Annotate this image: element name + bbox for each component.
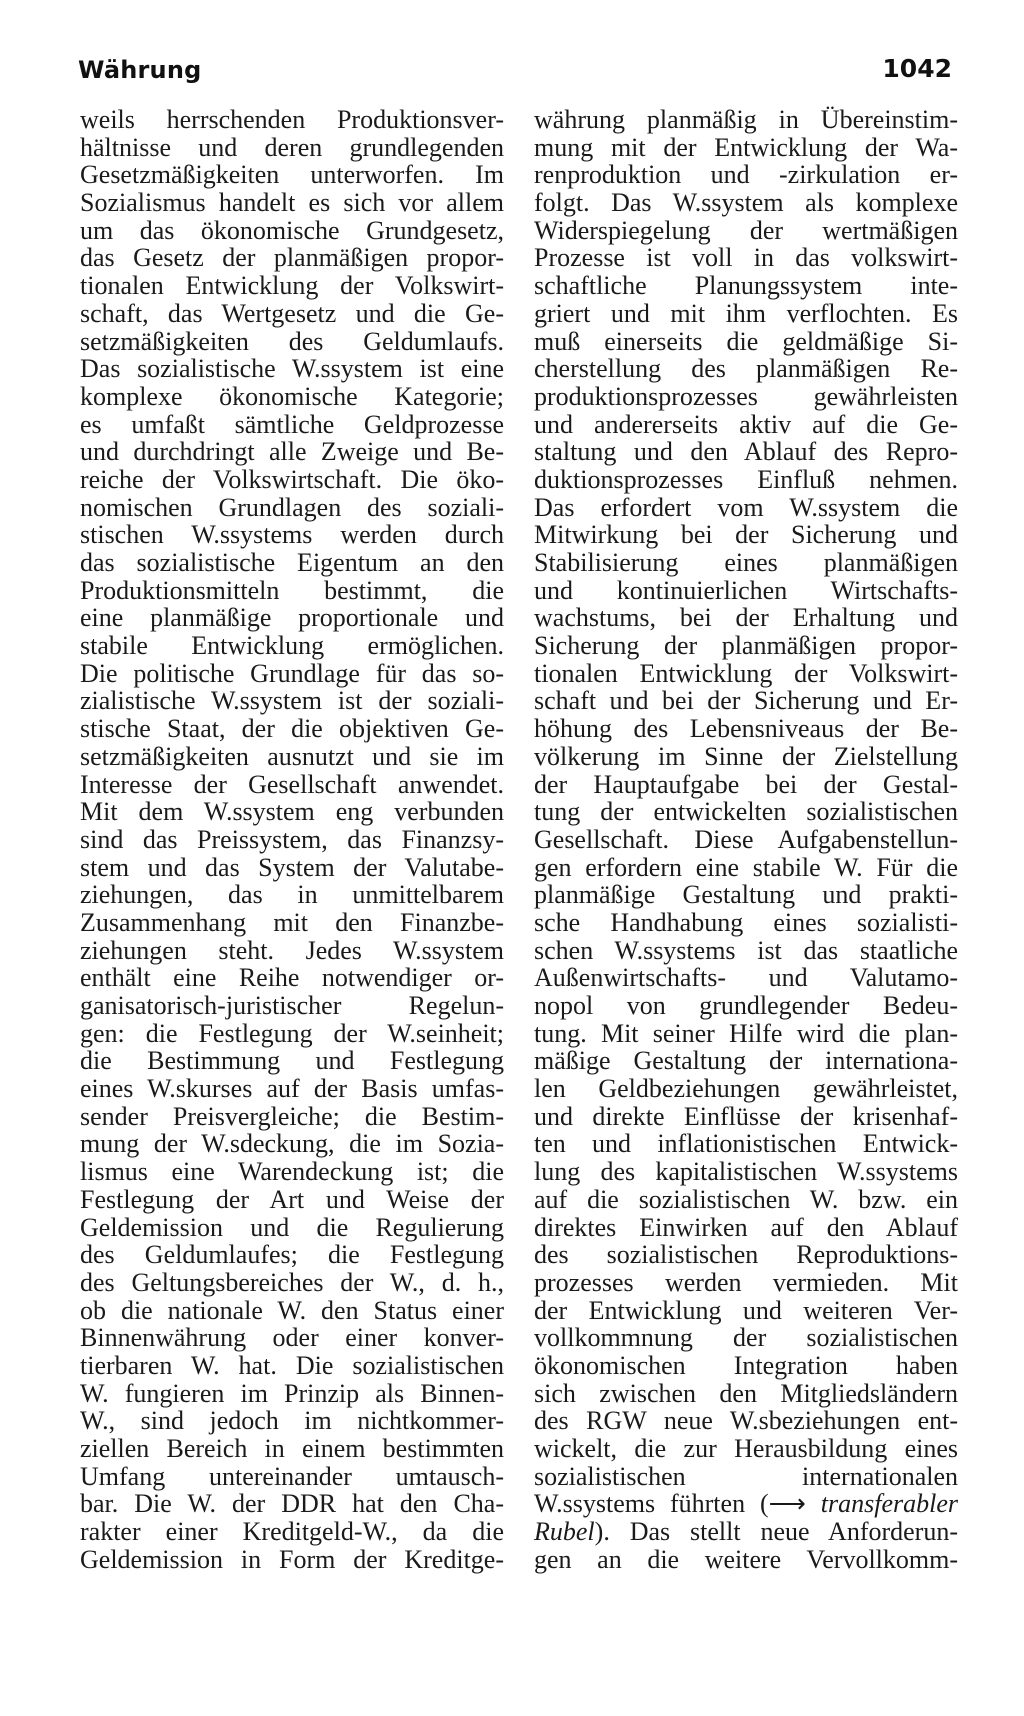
text-line: auf die sozialistischen W. bzw. ein — [534, 1184, 958, 1214]
text-line: lung des kapitalistischen W.ssystems — [534, 1157, 958, 1187]
text-line: cherstellung des planmäßigen Re- — [534, 354, 958, 384]
text-line: höhung des Lebensniveaus der Be- — [534, 714, 958, 744]
text-line: W. fungieren im Prinzip als Binnen- — [80, 1378, 504, 1408]
text-line: mung mit der Entwicklung der Wa- — [534, 132, 958, 162]
text-line: Umfang untereinander umtausch- — [80, 1461, 504, 1491]
text-line: Produktionsmitteln bestimmt, die — [80, 575, 504, 605]
text-line: lismus eine Warendeckung ist; die — [80, 1157, 504, 1187]
text-line: vollkommnung der sozialistischen — [534, 1323, 958, 1353]
page-number: 1042 — [882, 54, 952, 83]
text-line: Binnenwährung oder einer konver- — [80, 1323, 504, 1353]
text-line: schaft und bei der Sicherung und Er- — [534, 686, 958, 716]
text-line: gen: die Festlegung der W.seinheit; — [80, 1018, 504, 1048]
text-line: gen an die weitere Vervollkomm- — [534, 1544, 958, 1574]
text-line: gen erfordern eine stabile W. Für die — [534, 852, 958, 882]
text-column-right — [534, 106, 958, 1573]
text-line: Das sozialistische W.ssystem ist eine — [80, 354, 504, 384]
text-line: schen W.ssystems ist das staatliche — [534, 935, 958, 965]
text-line: griert und mit ihm verflochten. Es — [534, 298, 958, 328]
text-line: Das erfordert vom W.ssystem die — [534, 492, 958, 522]
text-line: weils herrschenden Produktionsver- — [80, 105, 504, 134]
text-column-left — [80, 106, 504, 1573]
text-line: stischen W.ssystems werden durch — [80, 520, 504, 550]
text-line: und durchdringt alle Zweige und Be- — [80, 437, 504, 467]
text-line: mäßige Gestaltung der internationa- — [534, 1046, 958, 1076]
text-line: duktionsprozesses Einfluß nehmen. — [534, 464, 958, 494]
text-line: des Geldumlaufes; die Festlegung — [80, 1240, 504, 1270]
text-line: Widerspiegelung der wertmäßigen — [534, 215, 958, 245]
text-line: ob die nationale W. den Status einer — [80, 1295, 504, 1325]
text-line: renproduktion und -zirkulation er- — [534, 160, 958, 190]
text-line: bar. Die W. der DDR hat den Cha- — [80, 1489, 504, 1519]
text-line: hältnisse und deren grundlegenden — [80, 132, 504, 162]
text-line: Geldemission in Form der Kreditge- — [80, 1544, 504, 1574]
text-line: Mit dem W.ssystem eng verbunden — [80, 797, 504, 827]
text-line: sozialistischen internationalen — [534, 1461, 958, 1491]
text-line: nopol von grundlegender Bedeu- — [534, 991, 958, 1020]
text-line: produktionsprozesses gewährleisten — [534, 381, 958, 411]
text-line: Sozialismus handelt es sich vor allem — [80, 188, 504, 218]
text-line: des RGW neue W.sbeziehungen ent- — [534, 1406, 958, 1436]
text-line: Stabilisierung eines planmäßigen — [534, 548, 958, 577]
cross-reference-link[interactable]: transferabler — [805, 1489, 958, 1519]
text-line: ten und inflationistischen Entwick- — [534, 1129, 958, 1159]
text-segment: W.ssystems führten ( — [534, 1489, 769, 1519]
text-line: und andererseits aktiv auf die Ge- — [534, 409, 958, 439]
text-line: eines W.skurses auf der Basis umfas- — [80, 1074, 504, 1104]
text-line: reiche der Volkswirtschaft. Die öko- — [80, 464, 504, 494]
text-line: setzmäßigkeiten des Geldumlaufs. — [80, 326, 504, 356]
text-line: Die politische Grundlage für das so- — [80, 658, 504, 688]
text-line: Gesetzmäßigkeiten unterworfen. Im — [80, 160, 504, 190]
text-line: stem und das System der Valutabe- — [80, 852, 504, 882]
text-line: stische Staat, der die objektiven Ge- — [80, 714, 504, 744]
text-line: eine planmäßige proportionale und — [80, 603, 504, 633]
text-line: des Geltungsbereiches der W., d. h., — [80, 1267, 504, 1297]
text-line: und direkte Einflüsse der krisenhaf- — [534, 1101, 958, 1131]
text-line: Zusammenhang mit den Finanzbe- — [80, 907, 504, 937]
text-line: ganisatorisch-juristischer Regelun- — [80, 991, 504, 1020]
text-line: prozesses werden vermieden. Mit — [534, 1267, 958, 1297]
text-line: muß einerseits die geldmäßige Si- — [534, 326, 958, 356]
text-line: ziellen Bereich in einem bestimmten — [80, 1434, 504, 1463]
text-line: folgt. Das W.ssystem als komplexe — [534, 188, 958, 218]
text-line: Festlegung der Art und Weise der — [80, 1184, 504, 1214]
text-line: das Gesetz der planmäßigen propor- — [80, 243, 504, 273]
text-line: setzmäßigkeiten ausnutzt und sie im — [80, 741, 504, 771]
text-line: wickelt, die zur Herausbildung eines — [534, 1434, 958, 1463]
text-line: sche Handhabung eines sozialisti- — [534, 907, 958, 937]
text-line: Mitwirkung bei der Sicherung und — [534, 520, 958, 550]
text-line: es umfaßt sämtliche Geldprozesse — [80, 409, 504, 439]
text-line: rakter einer Kreditgeld-W., da die — [80, 1517, 504, 1547]
text-line: sich zwischen den Mitgliedsländern — [534, 1378, 958, 1408]
text-line: W., sind jedoch im nichtkommer- — [80, 1406, 504, 1436]
text-line: direktes Einwirken auf den Ablauf — [534, 1212, 958, 1242]
text-line: tionalen Entwicklung der Volkswirt- — [80, 271, 504, 301]
text-line: Sicherung der planmäßigen propor- — [534, 631, 958, 661]
text-line: sind das Preissystem, das Finanzsy- — [80, 824, 504, 854]
text-line: tionalen Entwicklung der Volkswirt- — [534, 658, 958, 688]
text-line-cross-reference — [534, 1518, 958, 1546]
text-line: mung der W.sdeckung, die im Sozia- — [80, 1129, 504, 1159]
text-line: schaft, das Wertgesetz und die Ge- — [80, 298, 504, 328]
text-line: völkerung im Sinne der Zielstellung — [534, 741, 958, 771]
text-line: stabile Entwicklung ermöglichen. — [80, 631, 504, 661]
text-line: des sozialistischen Reproduktions- — [534, 1240, 958, 1270]
text-line: währung planmäßig in Übereinstim- — [534, 105, 958, 134]
text-line: tung der entwickelten sozialistischen — [534, 797, 958, 827]
text-line: planmäßige Gestaltung und prakti- — [534, 880, 958, 910]
text-line: der Hauptaufgabe bei der Gestal- — [534, 769, 958, 799]
text-line: staltung und den Ablauf des Repro- — [534, 437, 958, 467]
text-line: Interesse der Gesellschaft anwendet. — [80, 769, 504, 799]
text-line: ökonomischen Integration haben — [534, 1350, 958, 1380]
text-line: tierbaren W. hat. Die sozialistischen — [80, 1350, 504, 1380]
cross-reference-link[interactable]: Rubel — [534, 1517, 595, 1547]
text-line: und kontinuierlichen Wirtschafts- — [534, 575, 958, 605]
text-line: schaftliche Planungssystem inte- — [534, 271, 958, 301]
text-line-cross-reference — [534, 1490, 958, 1518]
text-line: die Bestimmung und Festlegung — [80, 1046, 504, 1076]
text-line: wachstums, bei der Erhaltung und — [534, 603, 958, 633]
text-line: nomischen Grundlagen des soziali- — [80, 492, 504, 522]
text-line: ziehungen steht. Jedes W.ssystem — [80, 935, 504, 965]
text-segment: ). Das stellt neue Anforderun- — [594, 1517, 958, 1547]
text-line: der Entwicklung und weiteren Ver- — [534, 1295, 958, 1325]
text-line: um das ökonomische Grundgesetz, — [80, 215, 504, 245]
text-line: das sozialistische Eigentum an den — [80, 548, 504, 577]
text-line: ziehungen, das in unmittelbarem — [80, 880, 504, 910]
text-line: Außenwirtschafts- und Valutamo- — [534, 963, 958, 993]
text-line: Prozesse ist voll in das volkswirt- — [534, 243, 958, 273]
text-line: enthält eine Reihe notwendiger or- — [80, 963, 504, 993]
text-line: len Geldbeziehungen gewährleistet, — [534, 1074, 958, 1104]
page-header-title: Währung — [78, 56, 202, 84]
text-line: sender Preisvergleiche; die Bestim- — [80, 1101, 504, 1131]
text-line: tung. Mit seiner Hilfe wird die plan- — [534, 1018, 958, 1048]
text-line: Geldemission und die Regulierung — [80, 1212, 504, 1242]
arrow-right-icon: ⟶ — [768, 1489, 806, 1519]
text-line: Gesellschaft. Diese Aufgabenstellun- — [534, 824, 958, 854]
text-line: komplexe ökonomische Kategorie; — [80, 381, 504, 411]
text-line: zialistische W.ssystem ist der soziali- — [80, 686, 504, 716]
